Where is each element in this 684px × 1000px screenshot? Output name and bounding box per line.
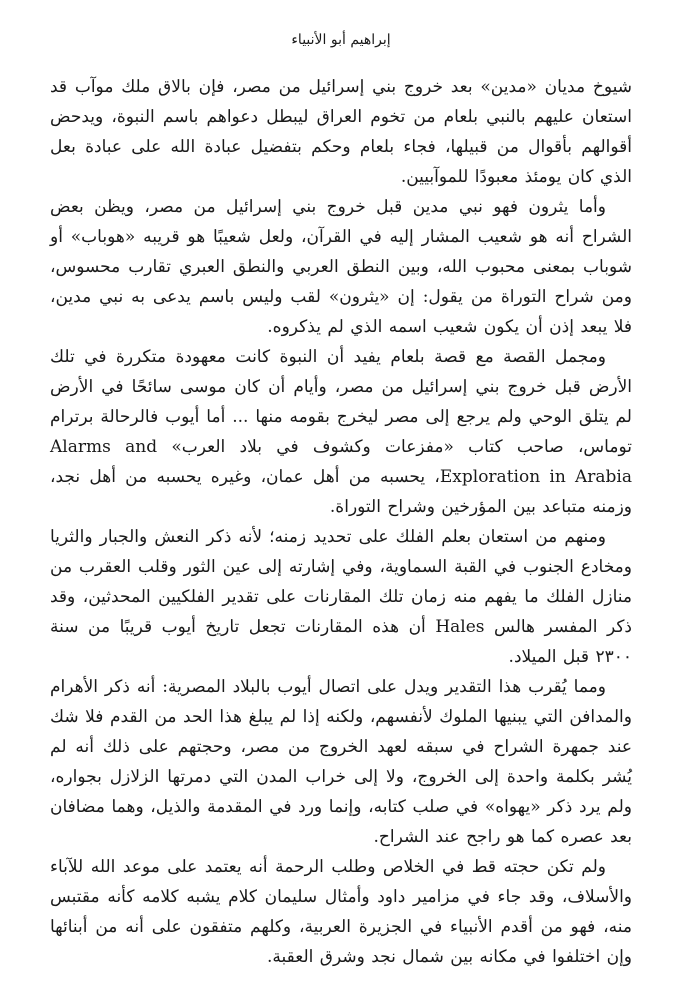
paragraph: ومما يُقرب هذا التقدير ويدل على اتصال أيوب بالبلاد المصرية: أنه ذكر الأهرام والمدافن التي يبنيها الملوك لأنفسهم، ولكنه إذا لم يبلغ هذا الحد من القدم فلا شك عند جمهرة الشراح في سبقه لعهد الخروج من مصر، وحجتهم على ذلك أنه لم يُشر بكلمة واحدة إلى الخروج، ولا إلى خراب المدن التي دمرتها الزلازل بجواره، ولم يرد ذكر «يهواه» في صلب كتابه، وإنما ورد في المقدمة والذيل، وهما مضافان بعد عصره كما هو راجح عند الشراح.	[50, 677, 632, 847]
body-text	[50, 72, 632, 972]
paragraph: ومنهم من استعان بعلم الفلك على تحديد زمنه؛ لأنه ذكر النعش والجبار والثريا ومخادع الجنوب في القبة السماوية، وفي إشارته إلى عين الثور وقلب العقرب من منازل الفلك ما يفهم منه زمان تلك المقارنات على تقدير الفلكيين المحدثين، وقد ذكر المفسر هالس Hales أن هذه المقارنات تجعل تاريخ أيوب قريبًا من سنة ٢٣٠٠ قبل الميلاد.	[50, 527, 632, 667]
paragraph: وأما يثرون فهو نبي مدين قبل خروج بني إسرائيل من مصر، ويظن بعض الشراح أنه هو شعيب المشار إليه في القرآن، ولعل شعيبًا هو قريبه «هوباب» أو شوباب بمعنى محبوب الله، وبين النطق العربي والنطق العبري تقارب محسوس، ومن شراح التوراة من يقول: إن «يثرون» لقب وليس باسم يدعى به نبي مدين، فلا يبعد إذن أن يكون شعيب اسمه الذي لم يذكروه.	[50, 197, 632, 337]
running-header: إبراهيم أبو الأنبياء	[291, 32, 391, 48]
paragraph: ولم تكن حجته قط في الخلاص وطلب الرحمة أنه يعتمد على موعد الله للآباء والأسلاف، وقد جاء في مزامير داود وأمثال سليمان كلام يشبه كلامه كأنه مقتبس منه، فهو من أقدم الأنبياء في الجزيرة العربية، وكلهم متفقون على أنه من أبنائها وإن اختلفوا في مكانه بين شمال نجد وشرق العقبة.	[50, 857, 632, 967]
paragraph: ومجمل القصة مع قصة بلعام يفيد أن النبوة كانت معهودة متكررة في تلك الأرض قبل خروج بني إسرائيل من مصر، وأيام أن كان موسى سائحًا في الأرض لم يتلق الوحي ولم يرجع إلى مصر ليخرج بقومه منها ... أما أيوب فالرحالة برترام توماس، صاحب كتاب «مفزعات وكشوف في بلاد العرب» Alarms and Exploration in Arabia، يحسبه من أهل عمان، وغيره يحسبه من أهل نجد، وزمنه متباعد بين المؤرخين وشراح التوراة.	[50, 347, 633, 517]
paragraph: شيوخ مديان «مدين» بعد خروج بني إسرائيل من مصر، فإن بالاق ملك موآب قد استعان عليهم بالنبي بلعام من تخوم العراق ليبطل دعواهم باسم النبوة، ويدحض أقوالهم بأقوال من قبيلها، فجاء بلعام وحكم بتفضيل عبادة الله على عبادة بعل الذي كان يومئذ معبودًا للموآبيين.	[50, 77, 632, 187]
